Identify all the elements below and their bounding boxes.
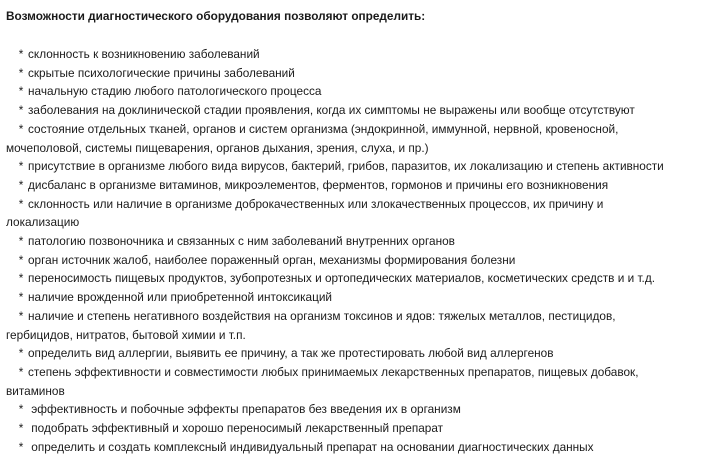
list-item-text: патологию позвоночника и связанных с ним заболеваний внутренних органов: [28, 234, 455, 249]
list-item: [6, 438, 704, 457]
bullet-marker: [6, 101, 28, 120]
list-item-text: скрытые психологические причины заболеваний: [28, 65, 295, 80]
list-item-text: подобрать эффективный и хорошо переносимый лекарственный препарат: [28, 421, 444, 436]
list-item-continuation: [6, 382, 700, 401]
bullet-symbol: *: [18, 290, 24, 305]
bullet-marker: [6, 176, 28, 195]
list-item-text: заболевания на доклинической стадии проявления, когда их симптомы не выражены или вообще отсутствуют: [28, 103, 635, 118]
bullet-marker: [6, 45, 28, 64]
list-item-text: склонность или наличие в организме доброкачественных или злокачественных процессов, их причину и: [28, 196, 604, 211]
bullet-marker: [6, 307, 28, 326]
list-item: [6, 419, 704, 438]
bullet-symbol: *: [18, 103, 24, 118]
list-item-continuation-text: мочеполовой, системы пищеварения, органов дыхания, зрения, слуха, и пр.): [6, 140, 429, 155]
list-item: [6, 45, 704, 64]
list-item-text: определить и создать комплексный индивидуальный препарат на основании диагностических данных: [28, 439, 594, 454]
bullet-marker: [6, 195, 28, 214]
list-item: [6, 82, 704, 101]
list-item-text: наличие врожденной или приобретенной интоксикаций: [28, 290, 333, 305]
list-item-text: склонность к возникновению заболеваний: [28, 47, 260, 61]
list-item-continuation: [6, 213, 700, 232]
list-item-text: присутствие в организме любого вида вирусов, бактерий, грибов, паразитов, их локализацию и степень активности: [28, 159, 664, 174]
bullet-symbol: *: [18, 177, 24, 192]
list-item-continuation: [6, 326, 700, 345]
list-item: [6, 195, 704, 214]
list-item-text: орган источник жалоб, наиболее пораженный орган, механизмы формирования болезни: [28, 252, 516, 267]
list-item-text: эффективность и побочные эффекты препаратов без введения их в организм: [28, 402, 461, 417]
bullet-symbol: *: [18, 121, 24, 136]
bullet-symbol: *: [18, 402, 24, 417]
list-item-text: наличие и степень негативного воздействия на организм токсинов и ядов: тяжелых металлов, пестицидов,: [28, 308, 616, 323]
bullet-marker: [6, 363, 28, 382]
bullet-symbol: *: [18, 252, 24, 267]
bullet-symbol: *: [18, 159, 24, 174]
bullet-symbol: *: [18, 47, 24, 61]
bullet-symbol: *: [18, 308, 24, 323]
list-item-text: определить вид аллергии, выявить ее причину, а так же протестировать любой вид аллергенов: [28, 346, 554, 361]
bullet-symbol: *: [18, 65, 24, 80]
bullet-marker: [6, 438, 28, 457]
bullet-marker: [6, 157, 28, 176]
bullet-symbol: *: [18, 196, 24, 211]
bullet-symbol: *: [18, 346, 24, 361]
list-item-text: состояние отдельных тканей, органов и систем организма (эндокринной, иммунной, нервной, кровеносной,: [28, 121, 619, 136]
list-item: [6, 157, 704, 176]
list-item: [6, 363, 704, 382]
list-item: [6, 251, 704, 270]
bullet-symbol: *: [18, 439, 24, 454]
bullet-marker: [6, 64, 28, 83]
bullet-marker: [6, 288, 28, 307]
list-item-continuation-text: гербицидов, нитратов, бытовой химии и т.п.: [6, 327, 246, 342]
list-item: [6, 269, 704, 288]
bullet-marker: [6, 82, 28, 101]
list-item-continuation-text: локализацию: [6, 215, 80, 230]
bullet-symbol: *: [18, 271, 24, 286]
list-item-continuation: [6, 139, 700, 158]
bullet-marker: [6, 251, 28, 270]
list-item-continuation-text: витаминов: [6, 383, 65, 398]
bullet-symbol: *: [18, 234, 24, 249]
bullet-marker: [6, 419, 28, 438]
bullet-marker: [6, 269, 28, 288]
list-item: [6, 176, 704, 195]
list-item: [6, 288, 704, 307]
list-item: [6, 64, 704, 83]
bullet-marker: [6, 120, 28, 139]
bullet-symbol: *: [18, 84, 24, 99]
list-item-text: дисбаланс в организме витаминов, микроэлементов, ферментов, гормонов и причины его возникновения: [28, 177, 609, 192]
capabilities-list: [6, 45, 704, 456]
list-item: [6, 307, 704, 326]
list-item: [6, 344, 704, 363]
bullet-symbol: *: [18, 421, 24, 436]
list-item: [6, 400, 704, 419]
list-item: [6, 120, 704, 139]
bullet-marker: [6, 400, 28, 419]
bullet-marker: [6, 344, 28, 363]
bullet-symbol: *: [18, 364, 24, 379]
bullet-marker: [6, 232, 28, 251]
document-heading: Возможности диагностического оборудования позволяют определить:: [6, 9, 426, 23]
list-item-text: начальную стадию любого патологического процесса: [28, 84, 322, 99]
list-item: [6, 101, 704, 120]
list-item-text: степень эффективности и совместимости любых принимаемых лекарственных препаратов, пищевых добавок,: [28, 364, 639, 379]
list-item-text: переносимость пищевых продуктов, зубопротезных и ортопедических материалов, косметических средств и и т.д.: [28, 271, 655, 286]
list-item: [6, 232, 704, 251]
